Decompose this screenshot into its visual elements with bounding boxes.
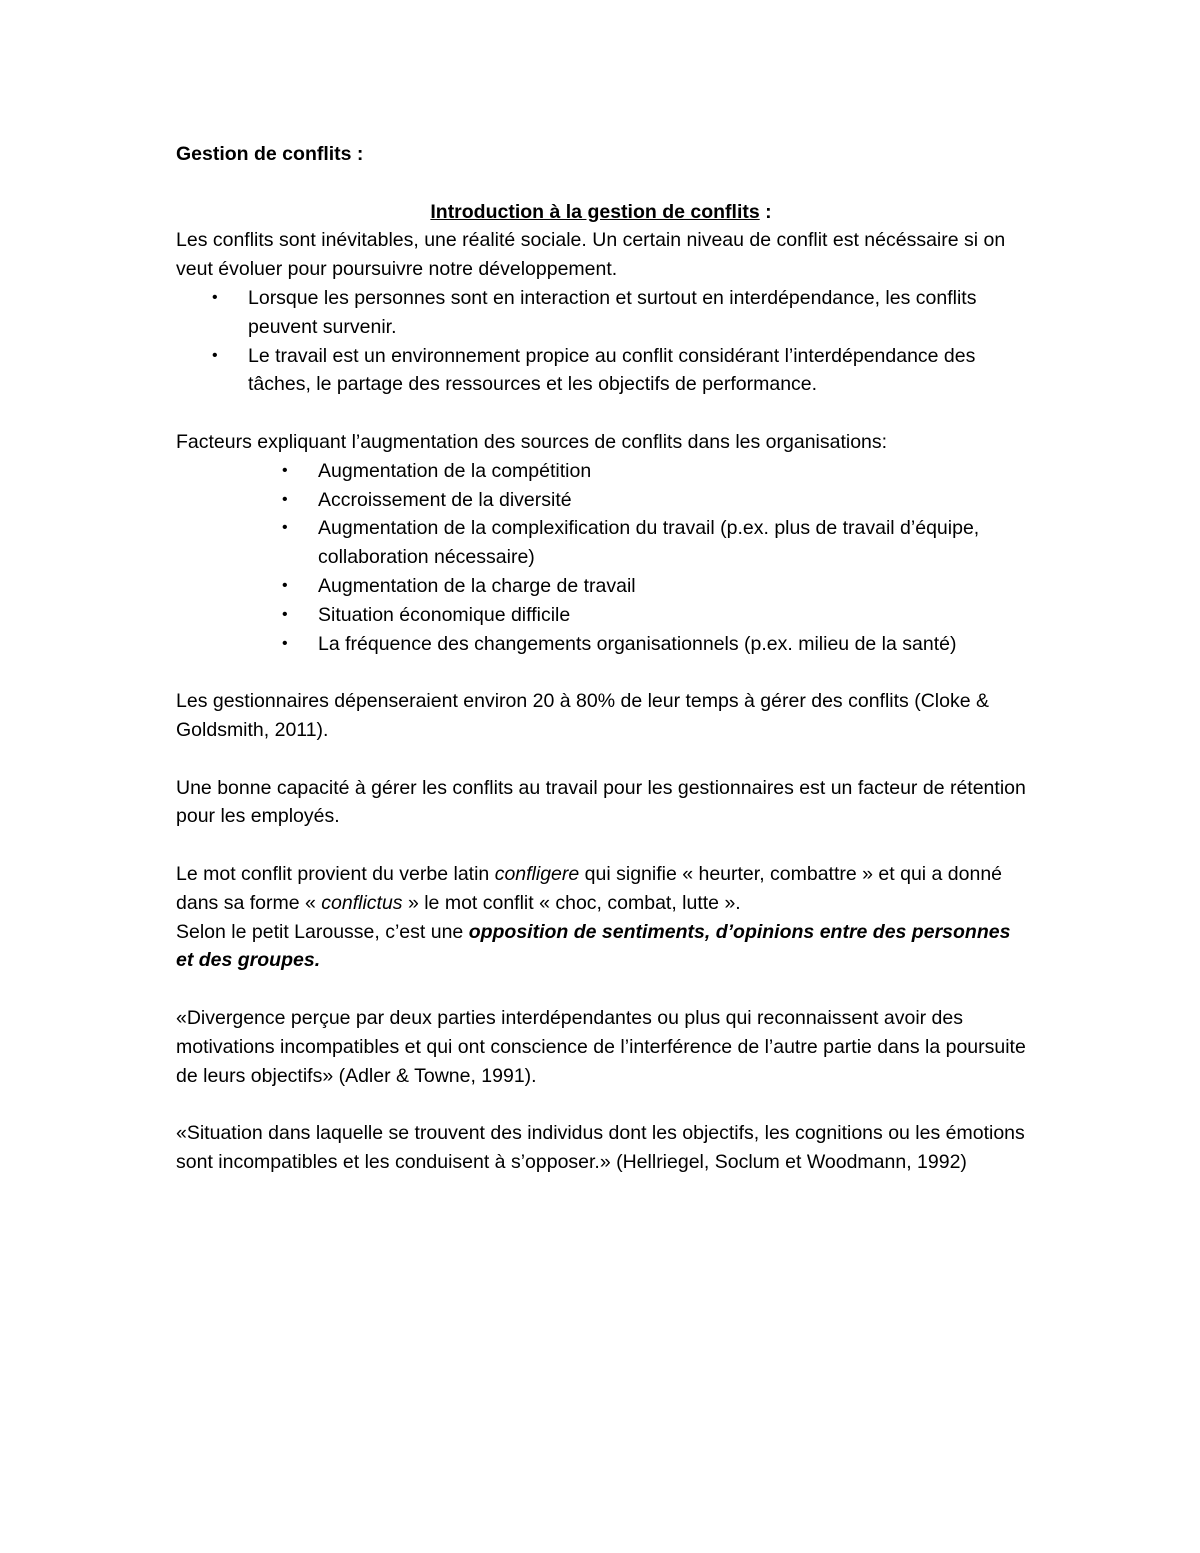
list-item: [176, 601, 1026, 630]
larousse-paragraph: [176, 918, 1026, 976]
factors-list: [176, 457, 1026, 659]
etymology-text: qui signifie « heurter, combattre » et qui a donné dans sa forme «: [176, 862, 1003, 914]
list-item-text: Accroissement de la diversité: [318, 488, 572, 511]
list-item-text: Augmentation de la charge de travail: [318, 574, 636, 597]
list-item-text: La fréquence des changements organisationnels (p.ex. milieu de la santé): [318, 632, 957, 655]
etymology-paragraph: [176, 860, 1026, 918]
document-title: Gestion de conflits :: [176, 143, 364, 165]
factors-intro: Facteurs expliquant l’augmentation des sources de conflits dans les organisations:: [176, 430, 888, 453]
spacer: [176, 745, 1026, 774]
list-item: [176, 630, 1026, 659]
list-item-text: Augmentation de la compétition: [318, 459, 592, 482]
bullet-icon: •: [282, 605, 288, 623]
list-item: [176, 572, 1026, 601]
spacer: [176, 169, 1026, 198]
intro-bullet-list: [176, 284, 1026, 399]
bullet-icon: •: [282, 576, 288, 594]
bullet-icon: •: [212, 346, 218, 364]
section-heading: [176, 198, 1026, 227]
list-item-text: Le travail est un environnement propice au conflit considérant l’interdépendance des tâches, le partage des ressources et les objectifs de performance.: [248, 344, 976, 396]
document-page: [176, 140, 1026, 1177]
spacer: [176, 1090, 1026, 1119]
list-item-text: Situation économique difficile: [318, 603, 571, 626]
bullet-icon: •: [282, 490, 288, 508]
spacer: [176, 831, 1026, 860]
bullet-icon: •: [282, 461, 288, 479]
etymology-text: » le mot conflit « choc, combat, lutte ».: [402, 891, 741, 914]
bullet-icon: •: [212, 288, 218, 306]
spacer: [176, 975, 1026, 1004]
list-item: [176, 514, 1026, 572]
bullet-icon: •: [282, 634, 288, 652]
section-heading-colon: :: [759, 200, 772, 223]
list-item: [176, 342, 1026, 400]
latin-term: confligere: [494, 862, 580, 885]
latin-term: conflictus: [321, 891, 403, 914]
larousse-definition: opposition de sentiments, d’opinions entre des personnes et des groupes.: [176, 920, 1011, 972]
list-item-text: Augmentation de la complexification du travail (p.ex. plus de travail d’équipe, collaboration nécessaire): [318, 517, 980, 569]
quote-hellriegel: «Situation dans laquelle se trouvent des individus dont les objectifs, les cognitions ou les émotions sont incompatibles et les conduisent à s’opposer.» (Hellriegel, Soclum et Woodmann, 1992): [176, 1122, 1025, 1173]
section-heading-text: Introduction à la gestion de conflits: [430, 200, 760, 223]
list-item: [176, 284, 1026, 342]
intro-paragraph: Les conflits sont inévitables, une réalité sociale. Un certain niveau de conflit est nécéssaire si on veut évoluer pour poursuivre notre développement.: [176, 229, 1006, 281]
list-item-text: Lorsque les personnes sont en interaction et surtout en interdépendance, les conflits peuvent survenir.: [248, 286, 977, 338]
larousse-prefix: Selon le petit Larousse, c’est une: [176, 920, 469, 943]
retention-paragraph: Une bonne capacité à gérer les conflits au travail pour les gestionnaires est un facteur de rétention pour les employés.: [176, 776, 1026, 828]
spacer: [176, 399, 1026, 428]
managers-time-paragraph: Les gestionnaires dépenseraient environ 20 à 80% de leur temps à gérer des conflits (Cloke & Goldsmith, 2011).: [176, 690, 989, 741]
spacer: [176, 658, 1026, 687]
list-item: [176, 486, 1026, 515]
bullet-icon: •: [282, 519, 288, 537]
quote-adler-towne: «Divergence perçue par deux parties interdépendantes ou plus qui reconnaissent avoir des motivations incompatibles et qui ont conscience de l’interférence de l’autre partie dans la poursuite de leurs objectifs» (Adler & Towne, 1991).: [176, 1006, 1026, 1087]
list-item: [176, 457, 1026, 486]
etymology-text: Le mot conflit provient du verbe latin: [176, 862, 495, 885]
